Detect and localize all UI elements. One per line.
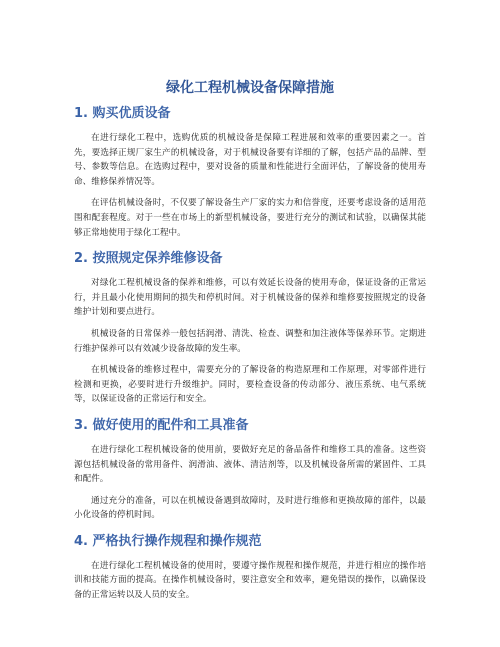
paragraph: 在进行绿化工程中，选购优质的机械设备是保障工程进展和效率的重要因素之一。首先，要选择正规厂家生产的机械设备，对于机械设备要有详细的了解，包括产品的品牌、型号、参数等信息。在选购过程中，要对设备的质量和性能进行全面评估，了解设备的使用寿命、维修保养情况等。 (74, 133, 426, 187)
section-2 (74, 250, 426, 407)
section-heading: 3. 做好使用的配件和工具准备 (74, 417, 249, 433)
section-heading: 4. 严格执行操作规程和操作规范 (74, 533, 262, 549)
document-title: 绿化工程机械设备保障措施 (166, 80, 334, 96)
section-4 (74, 533, 426, 603)
section-1 (74, 105, 426, 240)
paragraph: 在机械设备的维修过程中，需要充分的了解设备的构造原理和工作原理，对零部件进行检测和更换，必要时进行升级维护。同时，要检查设备的传动部分、液压系统、电气系统等，以保证设备的正常运行和安全。 (74, 365, 426, 405)
section-heading: 1. 购买优质设备 (74, 106, 171, 121)
paragraph: 机械设备的日常保养一般包括润滑、清洗、检查、调整和加注液体等保养环节。定期进行维护保养可以有效减少设备故障的发生率。 (74, 328, 426, 354)
paragraph: 在进行绿化工程机械设备的使用前，要做好充足的备品备件和维修工具的准备。这些资源包括机械设备的常用备件、润滑油、液体、清洁剂等，以及机械设备所需的紧固件、工具和配件。 (74, 444, 426, 485)
section-3 (74, 417, 426, 523)
section-heading: 2. 按照规定保养维修设备 (74, 251, 223, 267)
paragraph: 通过充分的准备，可以在机械设备遇到故障时，及时进行维修和更换故障的部件，以最小化设备的停机时间。 (74, 495, 426, 521)
paragraph: 在评估机械设备时，不仅要了解设备生产厂家的实力和信誉度，还要考虑设备的适用范围和配套程度。对于一些在市场上的新型机械设备，要进行充分的测试和试验，以确保其能够正常地使用于绿化工程中。 (74, 198, 426, 238)
paragraph: 对绿化工程机械设备的保养和维修，可以有效延长设备的使用寿命，保证设备的正常运行，并且最小化使用期间的损失和停机时间。对于机械设备的保养和维修要按照规定的设备维护计划和要点进行。 (74, 278, 426, 318)
paragraph: 在进行绿化工程机械设备的使用时，要遵守操作规程和操作规范，并进行相应的操作培训和技能方面的提高。在操作机械设备时，要注意安全和效率，避免错误的操作，以确保设备的正常运转以及人员的安全。 (74, 560, 426, 601)
